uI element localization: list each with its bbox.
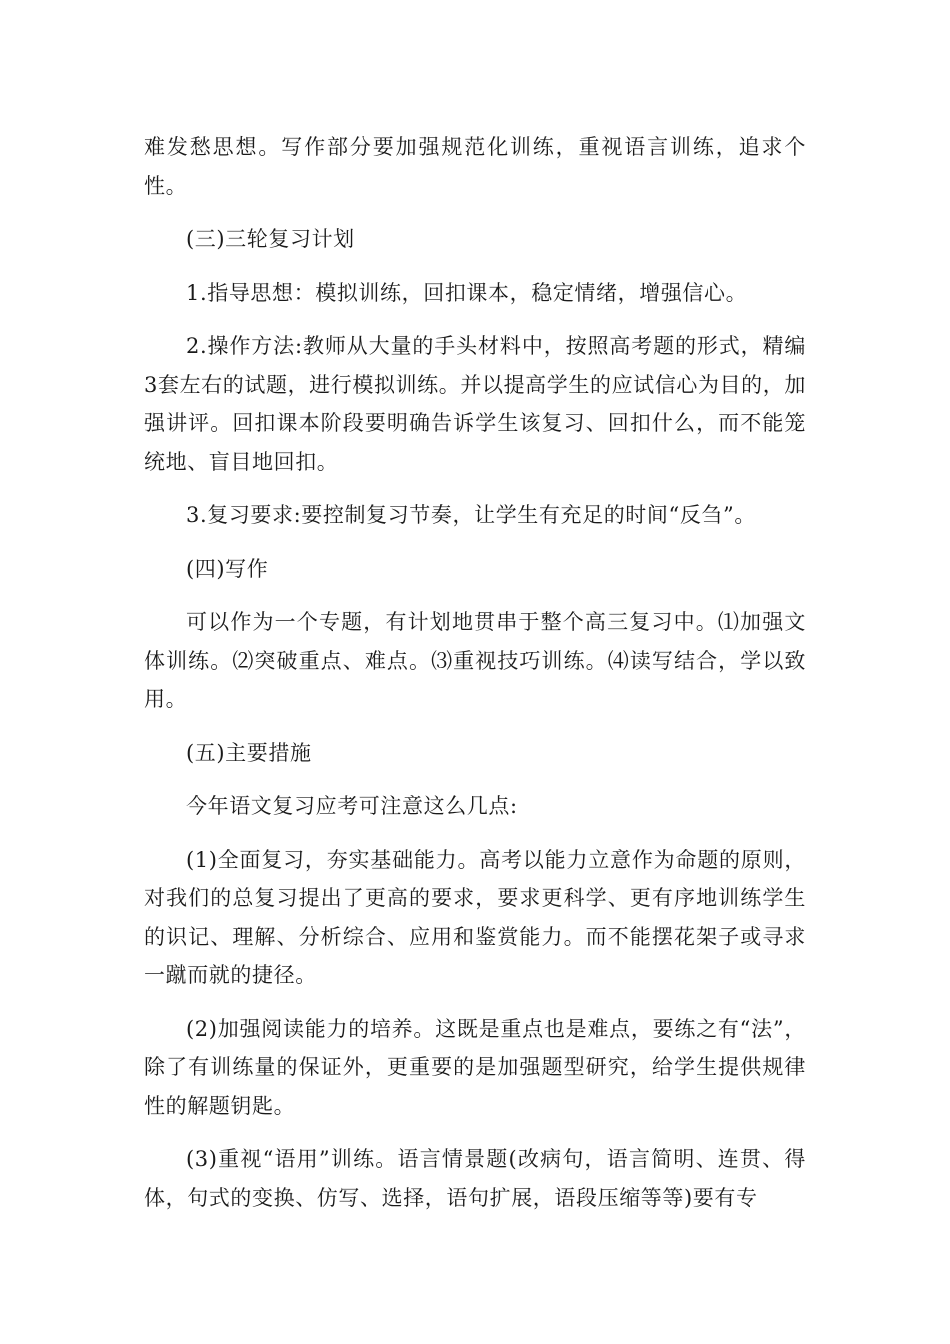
paragraph-writing-practice: 难发愁思想。写作部分要加强规范化训练，重视语言训练，追求个性。 xyxy=(144,135,806,198)
paragraph-measure-1: (1)全面复习，夯实基础能力。高考以能力立意作为命题的原则，对我们的总复习提出了更高的要求，要求更科学、更有序地训练学生的识记、理解、分析综合、应用和鉴赏能力。而不能摆花架子或寻求一蹴而就的捷径。 xyxy=(144,847,806,987)
document-page xyxy=(144,128,806,1217)
heading-main-measures: (五)主要措施 xyxy=(186,740,312,765)
heading-writing: (四)写作 xyxy=(186,556,269,581)
paragraph-review-requirements: 3.复习要求:要控制复习节奏，让学生有充足的时间“反刍”。 xyxy=(186,503,756,527)
heading-third-round-review: (三)三轮复习计划 xyxy=(186,227,355,251)
paragraph-guiding-idea: 1.指导思想：模拟训练，回扣课本，稳定情绪，增强信心。 xyxy=(186,280,748,305)
paragraph-writing-topic: 可以作为一个专题，有计划地贯串于整个高三复习中。⑴加强文体训练。⑵突破重点、难点。⑶重视技巧训练。⑷读写结合，学以致用。 xyxy=(144,610,806,711)
paragraph-measure-3: (3)重视“语用”训练。语言情景题(改病句，语言简明、连贯、得体，句式的变换、仿写、选择，语句扩展，语段压缩等等)要有专 xyxy=(144,1147,806,1210)
paragraph-measure-2: (2)加强阅读能力的培养。这既是重点也是难点，要练之有“法”，除了有训练量的保证外，更重要的是加强题型研究，给学生提供规律性的解题钥匙。 xyxy=(144,1016,806,1118)
paragraph-operation-method: 2.操作方法:教师从大量的手头材料中，按照高考题的形式，精编3套左右的试题，进行模拟训练。并以提高学生的应试信心为目的，加强讲评。回扣课本阶段要明确告诉学生该复习、回扣什么，而不能笼统地、盲目地回扣。 xyxy=(144,334,806,474)
paragraph-measures-intro: 今年语文复习应考可注意这么几点: xyxy=(186,794,518,818)
